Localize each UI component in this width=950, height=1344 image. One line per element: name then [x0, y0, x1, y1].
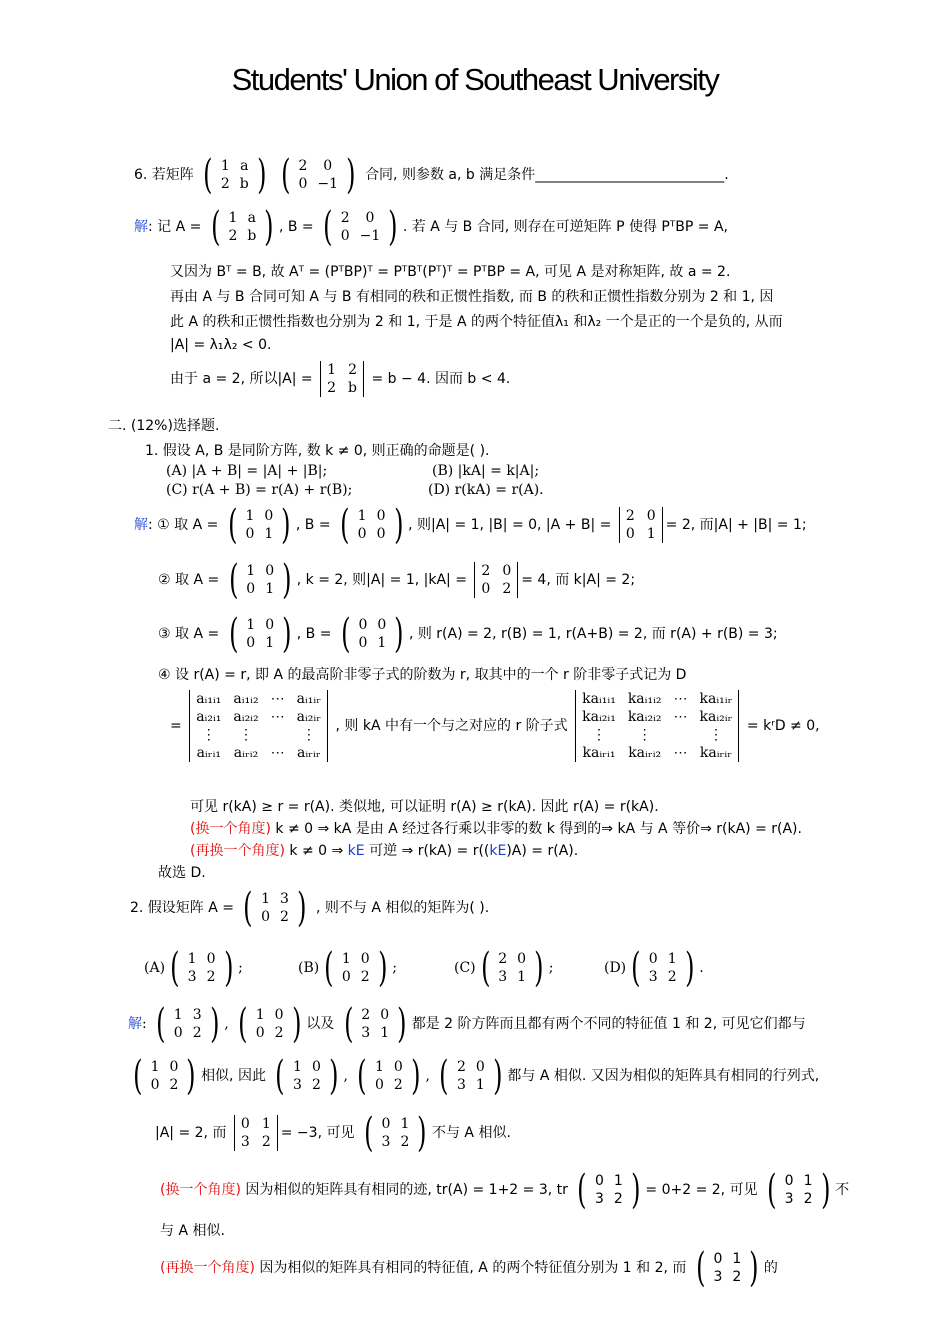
matrix-entry: 0 — [261, 909, 270, 925]
matrix-entry: 0 — [341, 969, 351, 985]
matrix-entry: 2 — [732, 1269, 742, 1285]
matrix-entry: 2 — [206, 969, 216, 985]
matrix-entry: aᵢ₁ᵢ₁ — [196, 691, 222, 707]
matrix-entry: kaᵢ₂ᵢ₂ — [627, 709, 662, 725]
matrix-entry: ⋮ — [301, 727, 316, 743]
matrix-entry: 2 — [456, 1059, 466, 1075]
matrix-entry — [265, 726, 291, 744]
matrix-entry: kaᵢᵣᵢ₂ — [628, 745, 662, 761]
matrix-entry: 3 — [280, 891, 289, 907]
matrix-entry: ⋮ — [637, 727, 652, 743]
matrix: ( 1 a 2 b ) — [203, 152, 267, 198]
matrix: ( 1 0 0 2 ) — [238, 1001, 302, 1047]
q6-solution-line6: 由于 a = 2, 所以|A| = 1 2 2 b = b − 4. 因而 b < 4. — [170, 362, 511, 396]
matrix-entry: 3 — [713, 1269, 723, 1285]
matrix: ( 0 1 3 2 ) — [631, 945, 695, 991]
matrix-entry: 0 — [784, 1173, 794, 1189]
matrix-entry: 1 — [246, 563, 256, 579]
matrix: ( 0 1 3 2 ) — [577, 1167, 641, 1213]
matrix: ( 0 1 3 2 ) — [767, 1167, 830, 1213]
matrix-entry: aᵢᵣᵢᵣ — [297, 745, 321, 761]
matrix-entry: 0 — [240, 1116, 250, 1132]
matrix-entry: 1 — [228, 210, 238, 226]
determinant — [234, 1115, 278, 1151]
q6-stem: 6. 若矩阵 ( 1 a 2 b ) ( 2 0 0 −1 ) 合同, 则参数 a, b 满足条件___________________________. — [134, 152, 729, 198]
q1-stem: 1. 假设 A, B 是同阶方阵, 数 k ≠ 0, 则正确的命题是( ). — [145, 443, 490, 459]
q1-alt-view-2: (再换一个角度) k ≠ 0 ⇒ kE 可逆 ⇒ r(kA) = r((kE)A) = r(A). — [190, 843, 579, 859]
matrix-entry: 2 — [360, 969, 370, 985]
q2-stem: 2. 假设矩阵 A = ( 1 3 0 2 ) , 则不与 A 相似的矩阵为( ). — [130, 885, 490, 931]
q2-solution-line3: |A| = 2, 而 0 1 3 2 = −3, 可见 ( 0 1 3 2 ) 不与 A 相似. — [155, 1110, 511, 1156]
matrix: ( 1 0 0 2 ) — [324, 945, 388, 991]
matrix-entry: 2 — [667, 969, 677, 985]
q2-alt-view-1: (换一个角度) 因为相似的矩阵具有相同的迹, tr(A) = 1+2 = 3, tr ( 0 1 3 2 ) = 0+2 = 2, 可见 ( 0 1 3 2 ) 不 — [160, 1167, 850, 1213]
matrix-entry: b — [348, 380, 358, 396]
matrix-entry: aᵢ₂ᵢ₁ — [196, 709, 222, 725]
matrix-entry: 0 — [246, 581, 256, 597]
matrix-entry: 2 — [498, 951, 508, 967]
matrix-entry: 2 — [220, 176, 230, 192]
q1-solution-1: 解: ① 取 A = ( 1 0 0 1 ) , B = ( 1 0 0 0 ) , 则|A| = 1, |B| = 0, |A + B| = 2 0 0 1 = 2, 而|A| + |B| = 1; — [134, 502, 807, 548]
matrix-entry: 0 — [274, 1007, 284, 1023]
matrix-entry: kaᵢ₂ᵢᵣ — [699, 709, 733, 725]
matrix-entry: 2 — [327, 380, 337, 396]
q2-alt-view-1-cont: 与 A 相似. — [160, 1223, 225, 1239]
matrix-entry: 1 — [357, 508, 367, 524]
matrix-entry: 1 — [475, 1077, 485, 1093]
matrix-entry: kaᵢ₁ᵢ₂ — [627, 691, 662, 707]
q1-alt-view-1: (换一个角度) k ≠ 0 ⇒ kA 是由 A 经过各行乘以非零的数 k 得到的⇒ kA 与 A 等价⇒ r(kA) = r(A). — [190, 821, 802, 837]
q1-option-b: (B) |kA| = k|A|; — [432, 463, 540, 479]
matrix-entry: ⋯ — [673, 691, 688, 707]
matrix-entry: 0 — [381, 1116, 391, 1132]
matrix: ( 1 0 3 2 ) — [170, 945, 233, 991]
matrix-entry: 1 — [246, 617, 256, 633]
matrix-entry: ⋯ — [673, 745, 688, 761]
q1-option-a: (A) |A + B| = |A| + |B|; — [166, 463, 328, 479]
matrix-entry: 0 — [360, 951, 370, 967]
matrix: ( 2 0 0 −1 ) — [323, 204, 398, 250]
matrix-entry: 0 — [380, 1007, 390, 1023]
matrix-entry: 1 — [265, 581, 275, 597]
matrix-entry: 1 — [803, 1173, 813, 1189]
matrix-entry — [668, 726, 694, 744]
matrix-entry: 2 — [261, 1134, 271, 1150]
matrix-entry: 2 — [311, 1077, 321, 1093]
matrix-entry: 0 — [393, 1059, 403, 1075]
matrix-entry: 0 — [245, 526, 255, 542]
matrix-entry: 1 — [150, 1059, 160, 1075]
matrix-entry: 2 — [481, 563, 491, 579]
matrix-entry: 3 — [498, 969, 508, 985]
matrix-entry: 0 — [375, 1077, 384, 1093]
matrix-entry: 2 — [280, 909, 289, 925]
matrix-entry: 1 — [375, 1059, 384, 1075]
matrix-entry: kaᵢ₁ᵢ₁ — [582, 691, 616, 707]
q1-minor-row: = aᵢ₁ᵢ₁ aᵢ₁ᵢ₂ ⋯ aᵢ₁ᵢᵣ aᵢ₂ᵢ₁ aᵢ₂ᵢ₂ ⋯ aᵢ₂ᵢᵣ ⋮ ⋮ ⋮ aᵢᵣᵢ₁ aᵢᵣᵢ₂ ⋯ aᵢᵣᵢᵣ , 则 kA 中有一个与之对应的 r 阶子式 kaᵢ₁ᵢ₁ kaᵢ₁ᵢ₂ ⋯ kaᵢ₁ᵢᵣ kaᵢ₂ᵢ₁ kaᵢ₂ᵢ₂ ⋯ kaᵢ₂ᵢᵣ ⋮ ⋮ ⋮ kaᵢᵣᵢ₁ kaᵢᵣᵢ₂ ⋯ kaᵢᵣᵢᵣ = kʳD ≠ 0, — [170, 691, 820, 761]
matrix-entry: ⋮ — [591, 727, 606, 743]
determinant-minor-ka — [575, 690, 739, 762]
matrix-entry: ⋮ — [201, 727, 216, 743]
matrix-entry: 1 — [400, 1116, 410, 1132]
matrix-entry: 3 — [456, 1077, 466, 1093]
matrix-entry: 1 — [265, 635, 275, 651]
matrix: ( 1 3 0 2 ) — [243, 885, 307, 931]
matrix-entry: −1 — [317, 176, 338, 192]
matrix-entry: 0 — [358, 617, 368, 633]
q1-option-c: (C) r(A + B) = r(A) + r(B); — [166, 482, 353, 498]
matrix-entry: kaᵢᵣᵢᵣ — [699, 745, 733, 761]
matrix-entry: 0 — [358, 635, 368, 651]
matrix-entry: ⋯ — [673, 709, 688, 725]
determinant — [320, 361, 364, 397]
matrix-entry: 2 — [298, 158, 308, 174]
matrix-entry: 0 — [298, 176, 308, 192]
matrix-entry: −1 — [359, 228, 381, 244]
q1-solution-2: ② 取 A = ( 1 0 0 1 ) , k = 2, 则|A| = 1, |kA| = 2 0 0 2 = 4, 而 k|A| = 2; — [158, 557, 636, 603]
matrix-entry: 3 — [240, 1134, 250, 1150]
matrix-entry: 1 — [380, 1025, 390, 1041]
matrix-entry: b — [239, 176, 249, 192]
matrix-entry: 0 — [376, 526, 386, 542]
matrix-entry: 0 — [169, 1059, 179, 1075]
matrix-entry: 2 — [502, 581, 512, 597]
matrix-entry: 2 — [393, 1077, 403, 1093]
matrix: ( 1 0 0 0 ) — [340, 502, 403, 548]
q2-alt-view-2: (再换一个角度) 因为相似的矩阵具有相同的特征值, A 的两个特征值分别为 1 和 2, 而 ( 0 1 3 2 ) 的 — [160, 1245, 778, 1291]
matrix-entry: 1 — [377, 635, 387, 651]
matrix-entry: 2 — [192, 1025, 202, 1041]
matrix-entry: a — [247, 210, 257, 226]
matrix-entry: ⋯ — [270, 691, 285, 707]
matrix-entry: ⋮ — [708, 727, 723, 743]
matrix-entry: 2 — [400, 1134, 410, 1150]
q1-answer: 故选 D. — [158, 865, 206, 881]
matrix-entry: aᵢ₂ᵢ₂ — [233, 709, 259, 725]
q2-solution-line1: 解: ( 1 3 0 2 ) , ( 1 0 0 2 ) 以及 ( 2 0 3 1 ) 都是 2 阶方阵而且都有两个不同的特征值 1 和 2, 可见它们都与 — [128, 1001, 806, 1047]
matrix-entry: 3 — [361, 1025, 371, 1041]
matrix: ( 1 0 0 2 ) — [357, 1053, 421, 1099]
matrix-entry: 2 — [361, 1007, 371, 1023]
matrix-entry: 0 — [646, 508, 656, 524]
matrix-entry: 1 — [667, 951, 677, 967]
matrix-entry: ⋯ — [270, 745, 285, 761]
matrix-entry: 2 — [169, 1077, 179, 1093]
matrix-entry: 1 — [255, 1007, 265, 1023]
matrix-entry: 2 — [340, 210, 350, 226]
matrix-entry: 0 — [625, 526, 635, 542]
matrix: ( 1 0 3 2 ) — [275, 1053, 339, 1099]
matrix-entry: 3 — [293, 1077, 302, 1093]
matrix: ( 1 a 2 b ) — [210, 204, 274, 250]
page-header-title: Students' Union of Southeast University — [231, 62, 719, 97]
matrix-entry: ⋯ — [270, 709, 285, 725]
matrix: ( 0 1 3 2 ) — [364, 1110, 427, 1156]
determinant-minor-d — [189, 690, 328, 762]
q2-option-d: (D) ( 0 1 3 2 ) . — [604, 945, 704, 991]
matrix-entry: 1 — [341, 951, 351, 967]
matrix-entry: b — [247, 228, 257, 244]
matrix: ( 1 0 0 1 ) — [228, 611, 292, 657]
matrix-entry: 0 — [357, 526, 367, 542]
matrix-entry: 3 — [381, 1134, 391, 1150]
q6-solution-line5: |A| = λ₁λ₂ < 0. — [170, 337, 272, 353]
matrix-entry: 2 — [228, 228, 238, 244]
matrix: ( 2 0 3 1 ) — [343, 1001, 407, 1047]
matrix-entry: 0 — [311, 1059, 321, 1075]
matrix-entry: 0 — [475, 1059, 485, 1075]
matrix-entry: 3 — [784, 1191, 794, 1207]
matrix-entry: 2 — [613, 1191, 623, 1207]
matrix-entry: 2 — [348, 362, 357, 378]
q2-option-a: (A) ( 1 0 3 2 ) ; — [144, 945, 243, 991]
matrix-entry: 0 — [264, 508, 274, 524]
q1-solution-4-conclusion: 可见 r(kA) ≥ r = r(A). 类似地, 可以证明 r(A) ≥ r(kA). 因此 r(A) = r(kA). — [190, 799, 659, 815]
matrix-entry: 0 — [340, 228, 350, 244]
matrix-entry: 1 — [517, 969, 527, 985]
matrix-entry: 0 — [377, 617, 387, 633]
q2-solution-line2: ( 1 0 0 2 ) 相似, 因此 ( 1 0 3 2 ) , ( 1 0 0 2 ) , ( 2 0 3 1 ) 都与 A 相似. 又因为相似的矩阵具有相同的行列式, — [128, 1056, 819, 1096]
matrix-entry: aᵢ₁ᵢᵣ — [296, 691, 322, 707]
matrix-entry: 1 — [220, 158, 230, 174]
determinant — [474, 562, 518, 598]
matrix-entry: 0 — [365, 210, 375, 226]
q2-option-b: (B) ( 1 0 0 2 ) ; — [298, 945, 397, 991]
matrix-entry: 1 — [264, 526, 274, 542]
q1-solution-3: ③ 取 A = ( 1 0 0 1 ) , B = ( 0 0 0 1 ) , 则 r(A) = 2, r(B) = 1, r(A+B) = 2, 而 r(A) + r(B) = 3; — [158, 611, 778, 657]
q2-option-c: (C) ( 2 0 3 1 ) ; — [454, 945, 554, 991]
matrix-entry: 0 — [502, 563, 512, 579]
q1-solution-4: ④ 设 r(A) = r, 即 A 的最高阶非零子式的阶数为 r, 取其中的一个 r 阶非零子式记为 D — [158, 667, 687, 683]
q6-solution-line3: 再由 A 与 B 合同可知 A 与 B 有相同的秩和正惯性指数, 而 B 的秩和正惯性指数分别为 2 和 1, 因 — [170, 289, 774, 305]
matrix-entry: 1 — [293, 1059, 302, 1075]
matrix: ( 1 0 0 1 ) — [227, 502, 291, 548]
matrix-entry: 0 — [255, 1025, 265, 1041]
matrix-entry: 1 — [245, 508, 255, 524]
matrix-entry: 0 — [648, 951, 658, 967]
matrix-entry: 3 — [192, 1007, 202, 1023]
matrix-entry: 2 — [274, 1025, 284, 1041]
matrix-entry: 0 — [323, 158, 333, 174]
matrix: ( 0 1 3 2 ) — [695, 1245, 759, 1291]
matrix: ( 2 0 0 −1 ) — [280, 152, 356, 198]
matrix-entry: 1 — [261, 1116, 271, 1132]
matrix-entry: 0 — [150, 1077, 160, 1093]
matrix-entry: 1 — [732, 1251, 742, 1267]
q6-solution-line1: 解: 记 A = ( 1 a 2 b ) , B = ( 2 0 0 −1 ) . 若 A 与 B 合同, 则存在可逆矩阵 P 使得 PᵀBP = A, — [134, 204, 728, 250]
matrix-entry: 0 — [246, 635, 256, 651]
matrix-entry: aᵢᵣᵢ₁ — [196, 745, 222, 761]
matrix-entry: 3 — [187, 969, 197, 985]
matrix-entry: aᵢ₁ᵢ₂ — [233, 691, 259, 707]
matrix-entry: 1 — [613, 1173, 623, 1189]
matrix-entry: kaᵢ₁ᵢᵣ — [699, 691, 733, 707]
matrix-entry: 1 — [261, 891, 270, 907]
matrix-entry: kaᵢᵣᵢ₁ — [582, 745, 616, 761]
matrix-entry: 0 — [517, 951, 527, 967]
matrix-entry: 0 — [173, 1025, 183, 1041]
matrix-entry: 0 — [481, 581, 491, 597]
matrix: ( 1 0 0 1 ) — [228, 557, 292, 603]
matrix: ( 2 0 3 1 ) — [480, 945, 544, 991]
q1-option-d: (D) r(kA) = r(A). — [428, 482, 544, 498]
q6-solution-line4: 此 A 的秩和正惯性指数也分别为 2 和 1, 于是 A 的两个特征值λ₁ 和λ₂ 一个是正的一个是负的, 从而 — [170, 314, 783, 330]
matrix-entry: 3 — [648, 969, 658, 985]
matrix: ( 1 3 0 2 ) — [156, 1001, 220, 1047]
matrix-entry: 1 — [173, 1007, 183, 1023]
matrix-entry: 0 — [265, 617, 275, 633]
matrix-entry: 1 — [327, 362, 337, 378]
matrix: ( 0 0 0 1 ) — [340, 611, 404, 657]
matrix-entry: 0 — [265, 563, 275, 579]
matrix-entry: 3 — [594, 1191, 604, 1207]
matrix-entry: aᵢᵣᵢ₂ — [233, 745, 259, 761]
matrix-entry: ⋮ — [239, 727, 254, 743]
matrix-entry: 1 — [646, 526, 656, 542]
section-heading: 二. (12%)选择题. — [108, 418, 220, 434]
matrix: ( 1 0 0 2 ) — [133, 1053, 196, 1099]
q6-solution-line2: 又因为 Bᵀ = B, 故 Aᵀ = (PᵀBP)ᵀ = PᵀBᵀ(Pᵀ)ᵀ = PᵀBP = A, 可见 A 是对称矩阵, 故 a = 2. — [170, 264, 731, 280]
matrix-entry: kaᵢ₂ᵢ₁ — [582, 709, 616, 725]
matrix-entry: 0 — [206, 951, 216, 967]
matrix-entry: 0 — [376, 508, 386, 524]
matrix-entry: a — [240, 158, 249, 174]
determinant — [619, 507, 663, 543]
matrix-entry: 2 — [625, 508, 635, 524]
matrix-entry: 0 — [713, 1251, 723, 1267]
matrix-entry: 1 — [187, 951, 197, 967]
matrix-entry: 2 — [803, 1191, 813, 1207]
matrix-entry: 0 — [594, 1173, 604, 1189]
matrix: ( 2 0 3 1 ) — [439, 1053, 503, 1099]
matrix-entry: aᵢ₂ᵢᵣ — [296, 709, 322, 725]
